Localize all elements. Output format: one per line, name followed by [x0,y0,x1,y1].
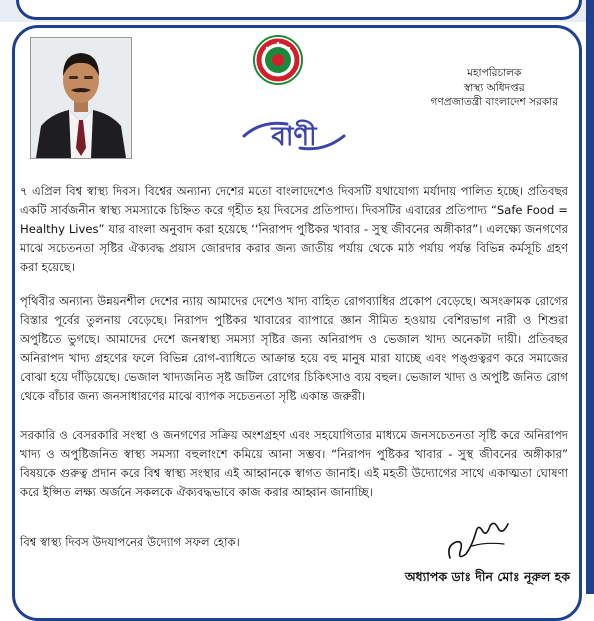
paragraph: পৃথিবীর অন্যান্য উন্নয়নশীল দেশের ন্যায় আমাদের দেশেও খাদ্য বাহিত রোগব্যাধির প্রকোপ বেড়েছে। অসংক্রামক রোগের বিস্তার পূর্বের তুলনায় বেড়েছে। নিরাপদ পুষ্টিকর খাবারের ব্যাপারে জ্ঞান সীমিত হওয়ায় বেশিরভাগ নারী ও শিশুরা অপুষ্টিতে ভুগছে। আমাদের দেশে জনস্বাস্থ্য সমস্যা সৃষ্টির জন্য অনিরাপদ ও ভেজাল খাদ্য অনেকটা দায়ী। প্রতিবছর অনিরাপদ খাদ্য গ্রহণের ফলে বিভিন্ন রোগ-ব্যাধিতে আক্রান্ত হয়ে বহু মানুষ মারা যাচ্ছে এবং পঙ্গুত্বরণ করে সমাজের বোঝা হয়ে দাঁড়িয়েছে। ভেজাল খাদ্যজনিত সৃষ্ট জটিল রোগের চিকিৎসাও ব্যয় বহুল। ভেজাল খাদ্য ও অপুষ্টি জনিত রোগ থেকে বাঁচার জন্য জনসাধারণের মাঝে ব্যাপক সচেতনতা সৃষ্টি একান্ত জরুরী। [20,294,568,403]
paragraph: ৭ এপ্রিল বিশ্ব স্বাস্থ্য দিবস। বিশ্বের অন্যান্য দেশের মতো বাংলাদেশেও দিবসটি যথাযোগ্য মর্যাদায় পালিত হচ্ছে। প্রতিবছর একটি সার্বজনীন স্বাস্থ্য সমস্যাকে চিহ্নিত করে গৃহীত হয় দিবসের প্রতিপাদ্য। দিবসটির এবারের প্রতিপাদ্য “Safe Food = Healthy Lives” যার বাংলা অনুবাদ করা হয়েছে ‘‘নিরাপদ পুষ্টিকর খাবার - সুস্থ জীবনের অঙ্গীকার”। এলক্ষ্যে জনগণের মাঝে সচেতনতা সৃষ্টির ঐক্যবদ্ধ প্রয়াস জোরদার করার জন্য জাতীয় পর্যায় থেকে মাঠ পর্যায় পর্যন্ত বিভিন্ন কর্মসূচি গ্রহণ করা হয়েছে। [20,184,568,274]
previous-panel-border [16,0,582,20]
right-edge-strip [586,0,594,594]
paragraph: সরকারি ও বেসরকারি সংস্থা ও জনগণের সক্রিয় অংশগ্রহণ এবং সহযোগিতার মাধ্যমে জনসচেতনতা সৃষ্টি করে অনিরাপদ খাদ্য ও অপুষ্টিজনিত স্বাস্থ্য সমস্যা বহুলাংশে কমিয়ে আনা সম্ভব। “নিরাপদ পুষ্টিকর খাবার - সুস্থ জীবনের অঙ্গীকার” বিষয়কে গুরুত্ব প্রদান করে বিশ্ব স্বাস্থ্য সংস্থার এই আহ্বানকে স্বাগত জানাই। এই মহতী উদ্যোগের সাথে একাত্মতা ঘোষণা করে ইপ্সিত লক্ষ্য অর্জনে সকলকে ঐক্যবদ্ধভাবে কাজ করার আহ্বান জানাচ্ছি। [20,428,568,499]
handwritten-signature [442,516,522,566]
signatory-name: অধ্যাপক ডাঃ দীন মোঃ নূরুল হক [404,569,570,584]
portrait-photo [30,37,132,159]
bani-heading [242,112,346,156]
government-seal-icon [253,35,303,85]
org-title: মহাপরিচালক [467,67,522,79]
paragraph: বিশ্ব স্বাস্থ্য দিবস উদযাপনের উদ্যোগ সফল হোক। [20,535,240,549]
org-department: স্বাস্থ্য অধিদপ্তর [463,81,525,94]
page-title: বাণী [271,122,317,152]
organization-block [431,66,558,110]
org-government: গণপ্রজাতন্ত্রী বাংলাদেশ সরকার [430,96,558,108]
